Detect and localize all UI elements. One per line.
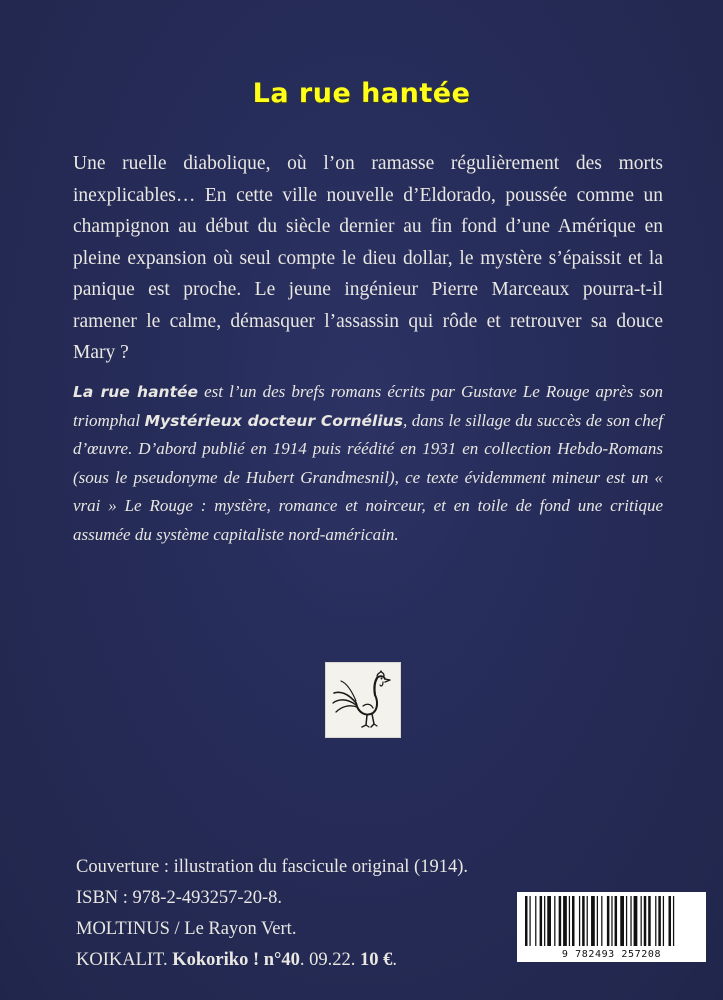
publisher-line: MOLTINUS / Le Rayon Vert. [76, 919, 297, 939]
credits-block [76, 852, 536, 976]
summary-text: Une ruelle diabolique, où l’on ramasse régulièrement des morts inexplicables… En cette ville nouvelle d’Eldorado, poussée comme un champignon au début du siècle dernier au fin fond d’une Amérique en pleine expansion où seul compte le dieu dollar, le mystère s’épaissit et la panique est proche. Le jeune ingénieur Pierre Marceaux pourra-t-il ramener le calme, démasquer l’assassin qui rôde et retrouver sa douce Mary ? [73, 153, 663, 363]
notice-text-part1: est l’un des brefs romans écrits par Gustave Le Rouge après son triomphal [73, 382, 663, 430]
rooster-icon [326, 663, 400, 737]
notice-block [73, 378, 663, 549]
summary-block [73, 148, 663, 369]
collection-prefix: KOIKALIT. [76, 950, 173, 970]
notice-text-part2: , dans le sillage du succès de son chef d’œuvre. D’abord publié en 1914 puis réédité en 1931 en collection Hebdo-Romans (sous le pseudonyme de Hubert Grandmesnil), ce texte évidemment mineur est un « vrai » Le Rouge : mystère, romance et noirceur, et en toile de fond une critique assumée du système capitaliste nord-américain. [73, 410, 663, 544]
collection-line [76, 945, 536, 976]
book-title: La rue hantée [252, 78, 471, 109]
cover-credit-line: Couverture : illustration du fascicule original (1914). [76, 857, 468, 877]
notice-book-title: La rue hantée [73, 383, 199, 401]
notice-previous-work: Mystérieux docteur Cornélius [144, 411, 403, 430]
barcode-number: 9 782493 257208 [561, 949, 662, 960]
price-suffix: . [392, 950, 398, 970]
price: 10 € [360, 950, 393, 970]
rooster-logo [325, 662, 401, 738]
barcode [517, 892, 706, 962]
isbn-line: ISBN : 978-2-493257-20-8. [76, 888, 283, 908]
collection-name: Kokoriko ! n°40 [172, 950, 300, 970]
collection-date: . 09.22. [299, 950, 361, 970]
barcode-bars [517, 892, 706, 948]
